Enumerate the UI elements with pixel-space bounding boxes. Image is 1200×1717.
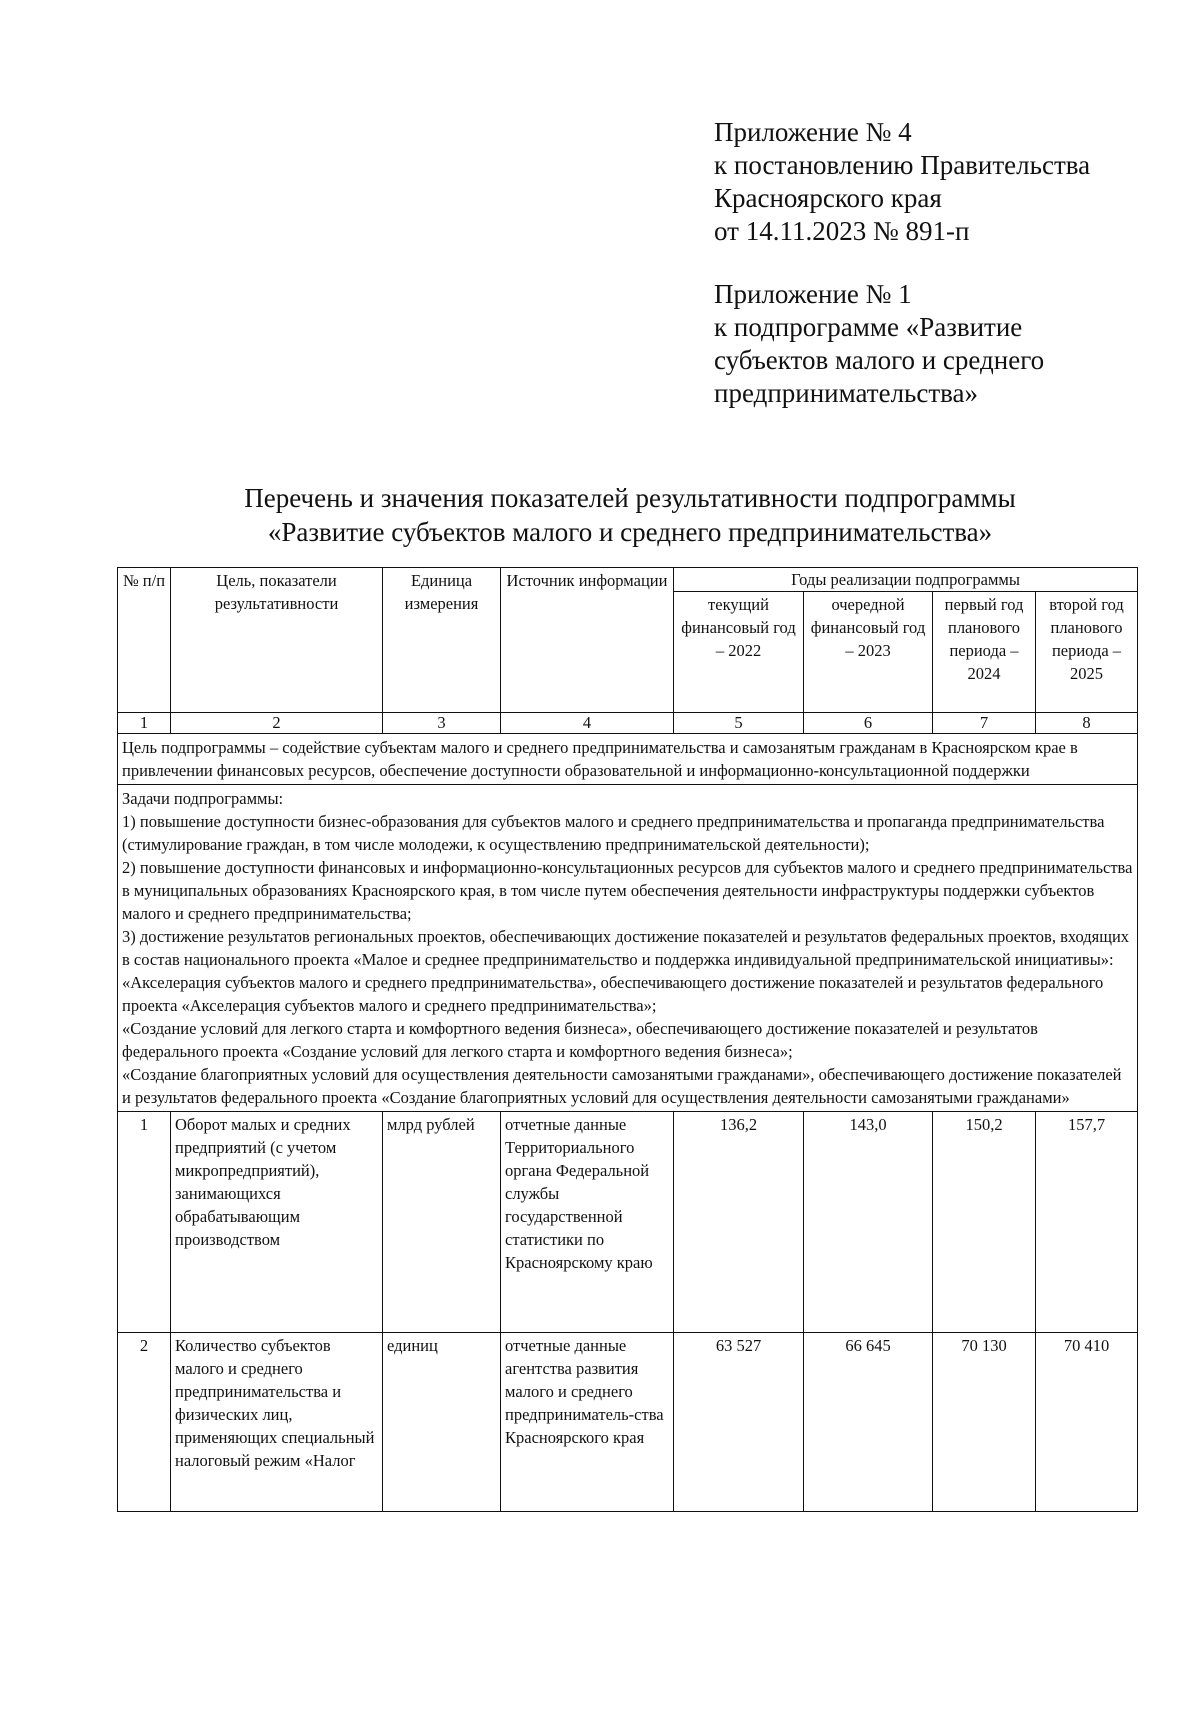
goal-text: Цель подпрограммы – содействие субъектам малого и среднего предпринимательства и самозанятым гражданам в Красноярском крае в привлечении финансовых ресурсов, обеспечение доступности образовательной и информационно-консультационной поддержки xyxy=(118,734,1138,785)
row-num: 2 xyxy=(118,1333,171,1512)
row-value-2024: 70 130 xyxy=(933,1333,1036,1512)
task-item: «Создание условий для легкого старта и комфортного ведения бизнеса», обеспечивающего достижение показателей и результатов федерального проекта «Создание условий для легкого старта и комфортного ведения бизнеса»; xyxy=(122,1019,1038,1061)
table-row xyxy=(118,1112,1138,1333)
attachment-main xyxy=(714,116,1154,248)
column-number: 4 xyxy=(501,713,674,734)
column-numbers-row xyxy=(118,713,1138,734)
header-goal: Цель, показатели результативности xyxy=(171,568,383,713)
row-value-2024: 150,2 xyxy=(933,1112,1036,1333)
row-unit: единиц xyxy=(383,1333,501,1512)
task-item: «Создание благоприятных условий для осуществления деятельности самозанятыми гражданами», обеспечивающего достижение показателей и результатов федерального проекта «Создание благоприятных условий для осуществления деятельности самозанятыми гражданами» xyxy=(122,1065,1122,1107)
header-year-2024: первый год планового периода – 2024 xyxy=(933,592,1036,713)
row-value-2025: 70 410 xyxy=(1036,1333,1138,1512)
attachment-header xyxy=(714,116,1154,410)
row-value-2022: 63 527 xyxy=(674,1333,804,1512)
row-source: отчетные данные Территориального органа Федеральной службы государственной статистики по Красноярскому краю xyxy=(501,1112,674,1333)
header-year-2025: второй год планового периода – 2025 xyxy=(1036,592,1138,713)
task-item: 3) достижение результатов региональных проектов, обеспечивающих достижение показателей и результатов федеральных проектов, входящих в состав национального проекта «Малое и среднее предпринимательство и поддержка индивидуальной предпринимательской инициативы»: xyxy=(122,927,1130,969)
column-number: 3 xyxy=(383,713,501,734)
goal-row xyxy=(118,734,1138,785)
document-title xyxy=(120,481,1140,549)
column-number: 1 xyxy=(118,713,171,734)
title-line-1: Перечень и значения показателей результативности подпрограммы xyxy=(244,483,1016,513)
title-line-2: «Развитие субъектов малого и среднего предпринимательства» xyxy=(267,517,993,547)
task-item: «Акселерация субъектов малого и среднего предпринимательства», обеспечивающего достижение показателей и результатов федерального проекта «Акселерация субъектов малого и среднего предпринимательства»; xyxy=(122,973,1104,1015)
tasks-cell xyxy=(118,785,1138,1112)
header-source: Источник информации xyxy=(501,568,674,713)
attachment-sub-line: предпринимательства» xyxy=(714,378,979,408)
row-value-2023: 143,0 xyxy=(804,1112,933,1333)
tasks-heading: Задачи подпрограммы: xyxy=(122,789,284,808)
header-years-group: Годы реализации подпрограммы xyxy=(674,568,1138,592)
header-unit: Единица измерения xyxy=(383,568,501,713)
header-num: № п/п xyxy=(118,568,171,713)
indicators-table xyxy=(117,567,1138,1512)
attachment-main-line: к постановлению Правительства xyxy=(714,150,1091,180)
column-number: 2 xyxy=(171,713,383,734)
tasks-row xyxy=(118,785,1138,1112)
row-num: 1 xyxy=(118,1112,171,1333)
header-year-2023: очередной финансовый год – 2023 xyxy=(804,592,933,713)
task-item: 1) повышение доступности бизнес-образования для субъектов малого и среднего предпринимательства и пропаганда предпринимательства (стимулирование граждан, в том числе молодежи, к осуществлению предпринимательской деятельности); xyxy=(122,812,1105,854)
column-number: 5 xyxy=(674,713,804,734)
attachment-main-line: Приложение № 4 xyxy=(714,117,912,147)
attachment-sub xyxy=(714,278,1154,410)
attachment-main-line: Красноярского края xyxy=(714,183,942,213)
attachment-sub-line: субъектов малого и среднего xyxy=(714,345,1045,375)
task-item: 2) повышение доступности финансовых и информационно-консультационных ресурсов для субъектов малого и среднего предпринимательства в муниципальных образованиях Красноярского края, в том числе путем обеспечения деятельности инфраструктуры поддержки субъектов малого и среднего предпринимательства; xyxy=(122,858,1133,923)
attachment-main-line: от 14.11.2023 № 891-п xyxy=(714,216,970,246)
column-number: 6 xyxy=(804,713,933,734)
row-value-2022: 136,2 xyxy=(674,1112,804,1333)
attachment-sub-line: к подпрограмме «Развитие xyxy=(714,312,1023,342)
row-indicator-name: Оборот малых и средних предприятий (с учетом микропредприятий), занимающихся обрабатывающим производством xyxy=(171,1112,383,1333)
row-unit: млрд рублей xyxy=(383,1112,501,1333)
row-value-2023: 66 645 xyxy=(804,1333,933,1512)
row-source: отчетные данные агентства развития малого и среднего предприниматель-ства Красноярского края xyxy=(501,1333,674,1512)
row-indicator-name: Количество субъектов малого и среднего предпринимательства и физических лиц, применяющих специальный налоговый режим «Налог xyxy=(171,1333,383,1512)
column-number: 8 xyxy=(1036,713,1138,734)
column-number: 7 xyxy=(933,713,1036,734)
attachment-sub-line: Приложение № 1 xyxy=(714,279,912,309)
header-year-2022: текущий финансовый год – 2022 xyxy=(674,592,804,713)
table-row xyxy=(118,1333,1138,1512)
row-value-2025: 157,7 xyxy=(1036,1112,1138,1333)
header-row xyxy=(118,568,1138,592)
